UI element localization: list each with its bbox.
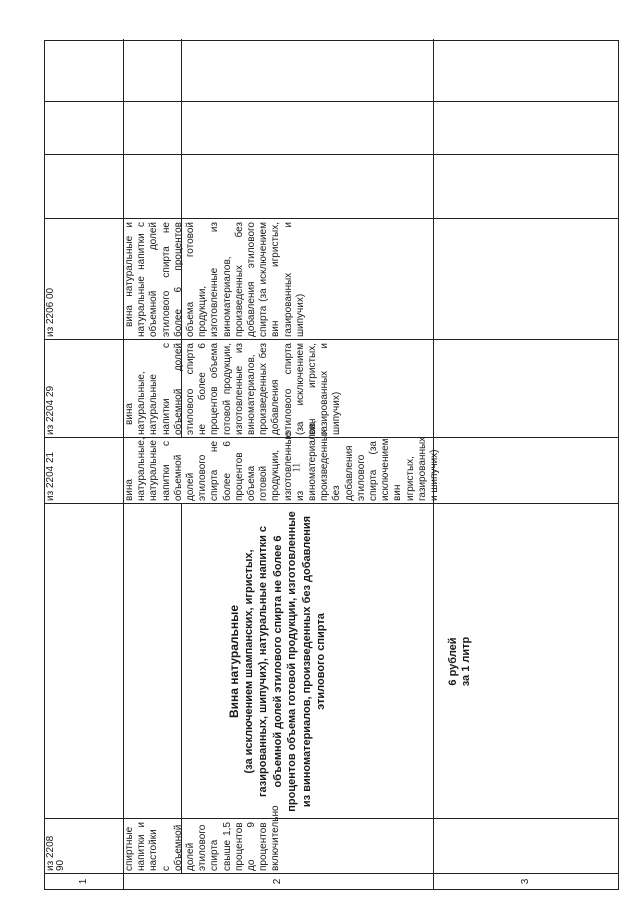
page-number: 11 [291,462,303,473]
column-separator [45,101,618,102]
desc-wine-220600: вина натуральные и натуральные напитки с объемной долей этилового спирта не более 6 процентов объема готовой продукции, изготовленные из виноматериалов, произведенных без добавления этилового спирта (за исключением вин игристых, газированных и шипучих) [124,222,306,337]
header-col-2: 2 [271,878,283,885]
rate-spirits: 6 рублей за 1 литр [447,636,472,687]
section-body-natural: (за исключением шампанских, игристых, газированных, шипучих), натуральные напитки с объемной долей этилового спирта не более 6 процентов объема готовой продукции, изготовленные из виноматериалов, произведенных без добавления этилового спирта [242,511,328,812]
rotated-document [44,40,619,890]
code-wine-220600: из 2206 00 [45,287,56,337]
column-separator [45,154,618,155]
excise-table [44,40,619,890]
code-wine-220429: из 2204 29 [45,385,56,435]
desc-spirits: спиртные напитки и настойки с объемной долей этилового спирта свыше 1,5 процентов до 9 процентов включительно [124,805,282,871]
desc-wine-220421: вина натуральные, натуральные напитки с объемной долей этилового спирта не более 6 процентов объема готовой продукции, изготовленные из виноматериалов, произведенных без добавления этилового спирта (за исключением вин игристых, газированных и шипучих) [124,420,441,501]
code-wine-220421: из 2204 21 [45,451,56,501]
section-title-natural: Вина натуральные [227,604,242,719]
desc-wine-220421-placeholder [181,503,433,874]
code-spirits: из 2208 90 [45,835,66,871]
header-col-1: 1 [77,878,89,885]
desc-wine-220429: вина натуральные, натуральные напитки с объемной долей этилового спирта не более 6 процентов объема готовой продукции, изготовленные из виноматериалов, произведенных без добавления этилового спирта (за исключением вин игристых, газированных и шипучих) [124,343,343,435]
header-col-3: 3 [520,878,532,885]
